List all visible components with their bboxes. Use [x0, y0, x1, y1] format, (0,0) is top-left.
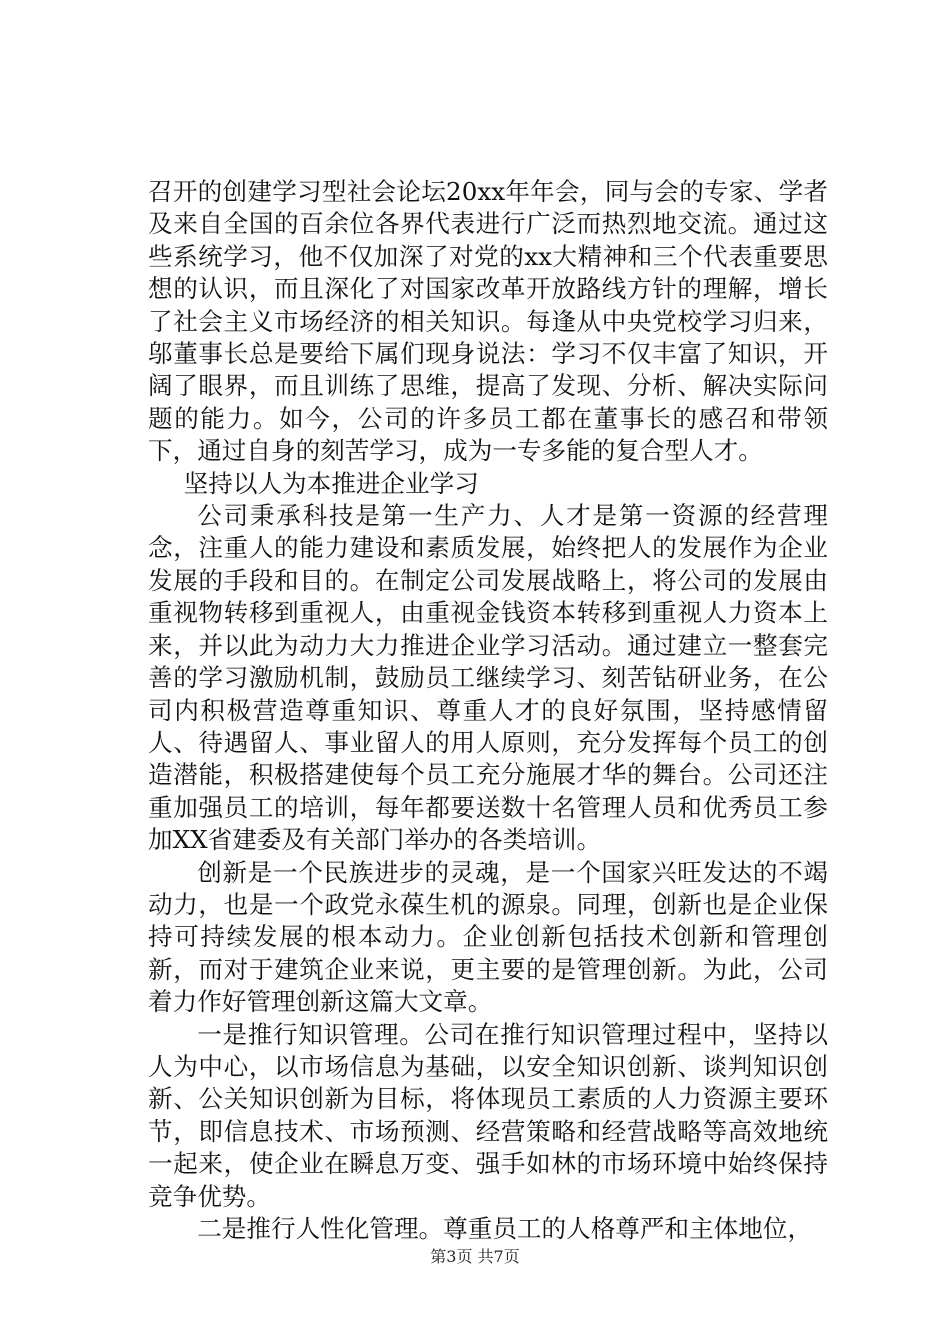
paragraph: 二是推行人性化管理。尊重员工的人格尊严和主体地位，	[197, 1214, 813, 1243]
paragraph: 一是推行知识管理。公司在推行知识管理过程中，坚持以人为中心，以市场信息为基础，以安全知识创新、谈判知识创新、公关知识创新为目标，将体现员工素质的人力资源主要环节，即信息技术、市场预测、经营策略和经营战略等高效地统一起来，使企业在瞬息万变、强手如林的市场环境中始终保持竞争优势。	[148, 1019, 828, 1211]
page-number-footer: 第3页 共7页	[430, 1247, 520, 1266]
section-heading: 坚持以人为本推进企业学习	[183, 468, 479, 498]
paragraph: 公司秉承科技是第一生产力、人才是第一资源的经营理念，注重人的能力建设和素质发展，始终把人的发展作为企业发展的手段和目的。在制定公司发展战略上，将公司的发展由重视物转移到重视人，由重视金钱资本转移到重视人力资本上来，并以此为动力大力推进企业学习活动。通过建立一整套完善的学习激励机制，鼓励员工继续学习、刻苦钻研业务，在公司内积极营造尊重知识、尊重人才的良好氛围，坚持感情留人、待遇留人、事业留人的用人原则，充分发挥每个员工的创造潜能，积极搭建使每个员工充分施展才华的舞台。公司还注重加强员工的培训，每年都要送数十名管理人员和优秀员工参加XX省建委及有关部门举办的各类培训。	[148, 501, 828, 855]
paragraph-continuation: 召开的创建学习型社会论坛20xx年年会，同与会的专家、学者及来自全国的百余位各界代表进行广泛而热烈地交流。通过这些系统学习，他不仅加深了对党的xx大精神和三个代表重要思想的认识，而且深化了对国家改革开放路线方针的理解，增长了社会主义市场经济的相关知识。每逢从中央党校学习归来，邬董事长总是要给下属们现身说法：学习不仅丰富了知识，开阔了眼界，而且训练了思维，提高了发现、分析、解决实际问题的能力。如今，公司的许多员工都在董事长的感召和带领下，通过自身的刻苦学习，成为一专多能的复合型人才。	[148, 177, 828, 466]
document-body	[148, 176, 828, 1245]
paragraph: 创新是一个民族进步的灵魂，是一个国家兴旺发达的不竭动力，也是一个政党永葆生机的源泉。同理，创新也是企业保持可持续发展的根本动力。企业创新包括技术创新和管理创新，而对于建筑企业来说，更主要的是管理创新。为此，公司着力作好管理创新这篇大文章。	[148, 857, 828, 1017]
